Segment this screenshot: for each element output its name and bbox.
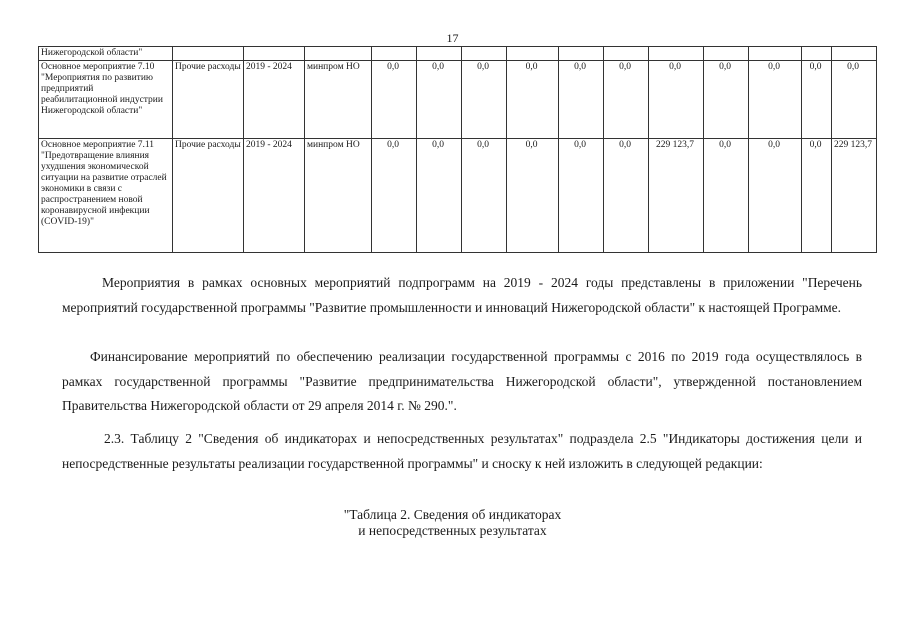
value-cell: 0,0	[417, 139, 462, 253]
value-cell: 0,0	[604, 61, 649, 139]
value-cell: 229 123,7	[649, 139, 704, 253]
caption-line: и непосредственных результатах	[358, 523, 547, 538]
table-row	[39, 61, 877, 139]
event-name-cell: Основное мероприятие 7.11 "Предотвращение влияния ухудшения экономической ситуации на развитие отраслей экономики в связи с распространением новой коронавирусной инфекции (COVID-19)"	[39, 139, 173, 253]
value-cell: 0,0	[649, 61, 704, 139]
table-row	[39, 139, 877, 253]
value-cell: 0,0	[462, 61, 507, 139]
paragraph: Мероприятия в рамках основных мероприятий подпрограмм на 2019 - 2024 годы представлены в приложении "Перечень мероприятий государственной программы "Развитие промышленности и инноваций Нижегородской области" к настоящей Программе.	[62, 275, 862, 315]
expense-type-cell: Прочие расходы	[173, 139, 244, 253]
budget-table	[38, 46, 877, 253]
paragraph: Финансирование мероприятий по обеспечению реализации государственной программы с 2016 по 2019 года осуществлялось в рамках государственной программы "Развитие предпринимательства Нижегородской области", утвержденной постановлением Правительства Нижегородской области от 29 апреля 2014 г. № 290.".	[62, 349, 862, 413]
value-cell: 0,0	[559, 139, 604, 253]
period-cell: 2019 - 2024	[244, 61, 305, 139]
expense-type-cell: Прочие расходы	[173, 61, 244, 139]
value-cell: 0,0	[507, 61, 559, 139]
value-cell: 0,0	[704, 61, 749, 139]
value-cell: 0,0	[462, 139, 507, 253]
value-cell: 0,0	[832, 61, 877, 139]
value-cell: 0,0	[372, 61, 417, 139]
value-cell: 0,0	[749, 139, 802, 253]
table-row	[39, 47, 877, 61]
table-cell: Нижегородской области"	[39, 47, 173, 61]
event-name-cell: Основное мероприятие 7.10 "Мероприятия по развитию предприятий реабилитационной индустрии Нижегородской области"	[39, 61, 173, 139]
value-cell: 229 123,7	[832, 139, 877, 253]
caption-line: "Таблица 2. Сведения об индикаторах	[343, 507, 562, 522]
paragraph: 2.3. Таблицу 2 "Сведения об индикаторах и непосредственных результатах" подраздела 2.5 "Индикаторы достижения цели и непосредственные результаты реализации государственной программы" и сноску к ней изложить в следующей редакции:	[62, 431, 862, 471]
value-cell: 0,0	[507, 139, 559, 253]
value-cell: 0,0	[749, 61, 802, 139]
executor-cell: минпром НО	[305, 139, 372, 253]
value-cell: 0,0	[604, 139, 649, 253]
table-caption	[0, 507, 905, 539]
value-cell: 0,0	[802, 61, 832, 139]
value-cell: 0,0	[559, 61, 604, 139]
executor-cell: минпром НО	[305, 61, 372, 139]
value-cell: 0,0	[372, 139, 417, 253]
value-cell: 0,0	[704, 139, 749, 253]
period-cell: 2019 - 2024	[244, 139, 305, 253]
value-cell: 0,0	[417, 61, 462, 139]
page-number: 17	[446, 31, 459, 45]
value-cell: 0,0	[802, 139, 832, 253]
